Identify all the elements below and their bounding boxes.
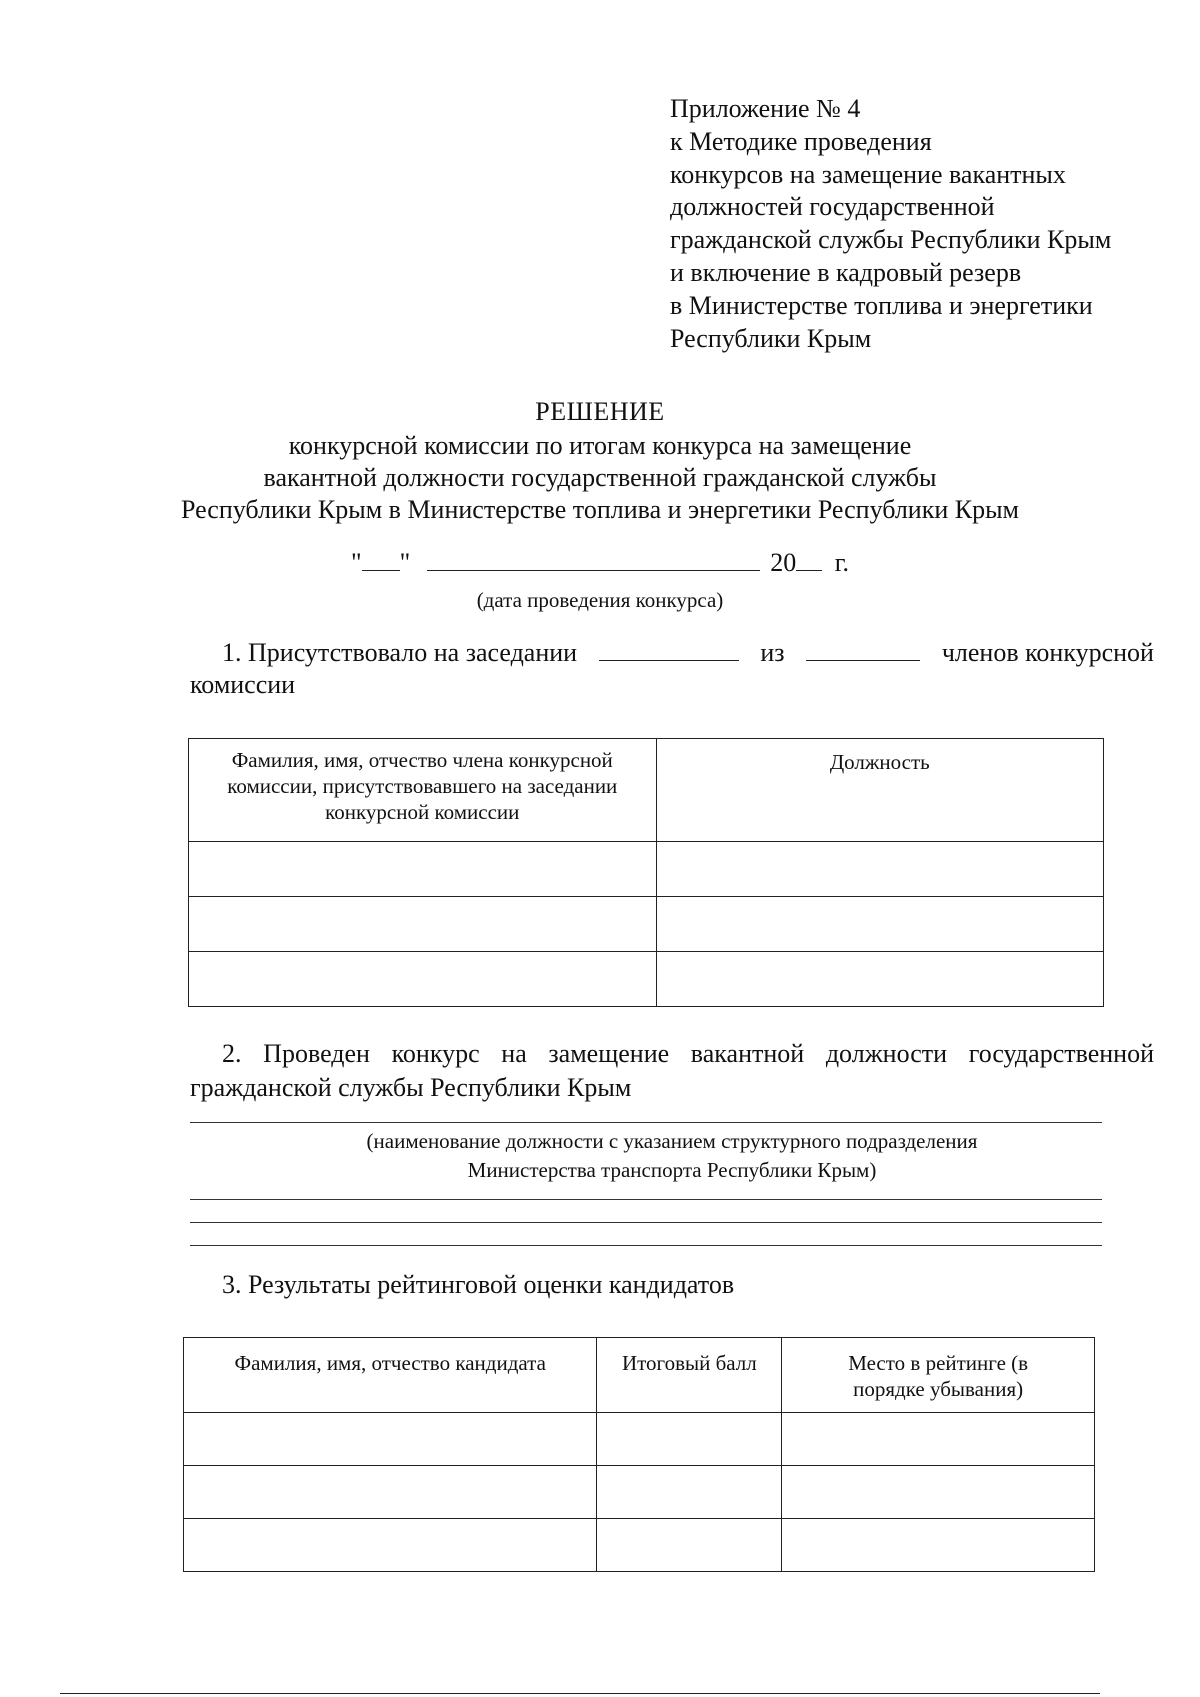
subtitle-line: конкурсной комиссии по итогам конкурса на замещение — [288, 431, 912, 460]
year-blank[interactable] — [796, 548, 822, 571]
table-cell[interactable] — [656, 952, 1103, 1007]
table-cell[interactable] — [189, 897, 657, 952]
document-title: РЕШЕНИЕ — [535, 397, 665, 426]
position-caption-line: (наименование должности с указанием структурного подразделения — [366, 1129, 978, 1153]
day-blank[interactable] — [362, 548, 400, 571]
date-line — [0, 548, 1200, 578]
appendix-line: должностей государственной — [670, 192, 995, 222]
section-2-text — [190, 1037, 1154, 1105]
table-cell[interactable] — [656, 842, 1103, 897]
appendix-line: и включение в кадровый резерв — [670, 257, 1022, 287]
year-prefix: 20 — [770, 548, 797, 577]
appendix-line: Приложение № 4 — [670, 94, 861, 123]
header-candidate-name: Фамилия, имя, отчество кандидата — [184, 1338, 597, 1413]
section-1-part1: 1. Присутствовало на заседании — [222, 638, 578, 667]
appendix-line: в Министерстве топлива и энергетики — [670, 290, 1093, 320]
header-member-name: Фамилия, имя, отчество члена конкурсной комиссии, присутствовавшего на заседании конкурсной комиссии — [189, 739, 657, 842]
table-cell[interactable] — [184, 1519, 597, 1572]
section-1-part4: комиссии — [190, 670, 296, 699]
rating-table — [183, 1337, 1095, 1572]
month-blank[interactable] — [427, 548, 760, 571]
table-cell[interactable] — [597, 1519, 782, 1572]
table-cell[interactable] — [656, 897, 1103, 952]
document-subtitle — [0, 430, 1200, 526]
subtitle-line: вакантной должности государственной гражданской службы — [263, 463, 937, 492]
table-cell[interactable] — [597, 1466, 782, 1519]
position-name-line[interactable] — [190, 1122, 1102, 1123]
table-row — [189, 897, 1104, 952]
appendix-line: гражданской службы Республики Крым — [670, 225, 1112, 255]
table-cell[interactable] — [782, 1413, 1095, 1466]
date-quote-close: " — [399, 548, 411, 577]
table-cell[interactable] — [189, 842, 657, 897]
position-caption — [190, 1127, 1154, 1185]
date-quote-open: " — [351, 548, 362, 577]
section-1-part2: из — [760, 638, 785, 667]
fill-line[interactable] — [190, 1199, 1102, 1200]
subtitle-line: Республики Крым в Министерстве топлива и энергетики Республики Крым — [180, 495, 1020, 524]
section-1-text — [190, 637, 1154, 701]
appendix-line: конкурсов на замещение вакантных — [670, 159, 1066, 189]
table-cell[interactable] — [189, 952, 657, 1007]
appendix-line: Республики Крым — [670, 323, 872, 353]
section-2-paragraph: 2. Проведен конкурс на замещение вакантной должности государственной гражданской службы Республики Крым — [190, 1039, 1154, 1102]
present-count-blank[interactable] — [599, 640, 739, 661]
date-caption: (дата проведения конкурса) — [476, 588, 724, 612]
section-1-part3: членов конкурсной — [941, 638, 1154, 667]
position-caption-line: Министерства транспорта Республики Крым) — [467, 1158, 877, 1182]
fill-line[interactable] — [190, 1222, 1102, 1223]
table-cell[interactable] — [782, 1519, 1095, 1572]
commission-table — [188, 738, 1104, 1007]
table-row — [189, 952, 1104, 1007]
table-header-row — [189, 739, 1104, 842]
table-cell[interactable] — [184, 1413, 597, 1466]
section-3-heading: 3. Результаты рейтинговой оценки кандидатов — [222, 1270, 735, 1299]
table-cell[interactable] — [597, 1413, 782, 1466]
fill-line[interactable] — [190, 1245, 1102, 1246]
appendix-line: к Методике проведения — [670, 126, 932, 156]
header-total-score: Итоговый балл — [597, 1338, 782, 1413]
table-cell[interactable] — [184, 1466, 597, 1519]
table-cell[interactable] — [782, 1466, 1095, 1519]
page-footer-rule — [60, 1693, 1100, 1694]
table-row — [184, 1466, 1095, 1519]
table-row — [189, 842, 1104, 897]
appendix-block — [670, 93, 1111, 355]
header-position: Должность — [656, 739, 1103, 842]
table-header-row — [184, 1338, 1095, 1413]
header-rating-place: Место в рейтинге (в порядке убывания) — [782, 1338, 1095, 1413]
table-row — [184, 1519, 1095, 1572]
year-suffix: г. — [834, 548, 849, 577]
table-row — [184, 1413, 1095, 1466]
total-count-blank[interactable] — [806, 640, 920, 661]
